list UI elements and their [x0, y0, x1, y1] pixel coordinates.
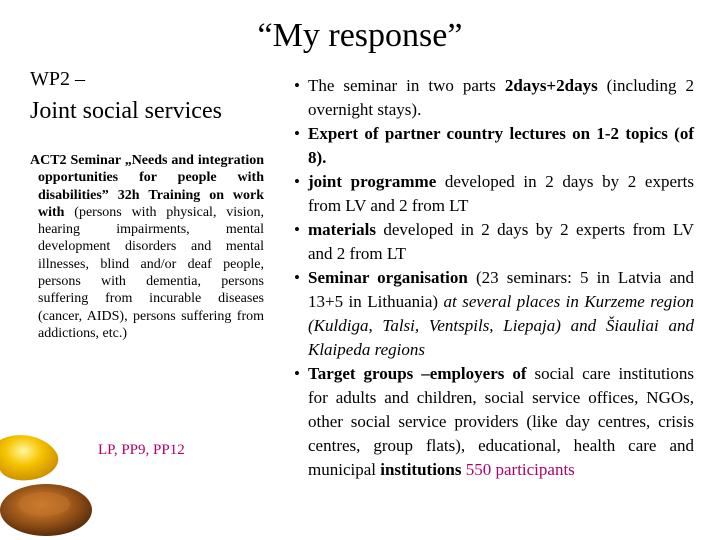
bullet-item — [294, 74, 694, 122]
bullet-text: social care institutions for adults and children, social service offices, NGOs, other social service providers (like day centres, crisis centres, group flats), educational, health care and municipal — [308, 364, 695, 479]
participant-count: 550 participants — [465, 460, 575, 479]
left-column — [30, 66, 264, 342]
bullet-text: (including 2 overnight stays). — [308, 76, 694, 119]
amber-stones-illustration — [0, 400, 92, 540]
slide-title: “My response” — [257, 17, 463, 54]
bullet-text: developed in 2 days by 2 experts from LV and 2 from LT — [308, 220, 695, 263]
bullet-text: (23 seminars: 5 in Latvia and 13+5 in Lithuania) — [308, 268, 694, 311]
bullet-text: developed in 2 days by 2 experts from LV and 2 from LT — [308, 172, 695, 215]
bullet-item — [294, 170, 694, 218]
bullet-bold: Target groups –employers of — [308, 364, 527, 383]
bullet-bold: joint programme — [308, 172, 437, 191]
activity-description — [30, 152, 264, 342]
right-column — [294, 74, 694, 482]
bullet-list — [294, 74, 694, 482]
activity-body-bold: Training on work with — [38, 187, 265, 220]
bullet-bold: 2days+2days — [504, 76, 598, 95]
bullet-item — [294, 122, 694, 170]
activity-body: (persons with physical, vision, hearing impairments, mental development disorders and mental illnesses, blind and/or deaf people, persons with dementia, persons suffering from incurable diseases (cancer, AIDS), persons suffering from addictions, etc.) — [38, 204, 264, 341]
bullet-text: The seminar in two parts — [308, 76, 496, 95]
bullet-bold: materials — [308, 220, 376, 239]
bullet-item — [294, 218, 694, 266]
partners-label: LP, PP9, PP12 — [98, 442, 185, 458]
bullet-bold: Seminar organisation — [308, 268, 468, 287]
activity-title: ACT2 Seminar „Needs and integration opportunities for people with disabilities” 32h — [30, 153, 264, 203]
bullet-bold: Expert of partner country lectures on 1-2 topics (of 8). — [308, 124, 694, 167]
wp-name: Joint social services — [30, 98, 222, 124]
bullet-item — [294, 362, 694, 482]
bullet-item — [294, 266, 694, 362]
bullet-bold: institutions — [380, 460, 462, 479]
bullet-italic: at several places in Kurzeme region (Kuldiga, Talsi, Ventspils, Liepaja) and Šiauliai and Klaipeda regions — [308, 292, 694, 359]
wp-label: WP2 – — [30, 68, 85, 90]
